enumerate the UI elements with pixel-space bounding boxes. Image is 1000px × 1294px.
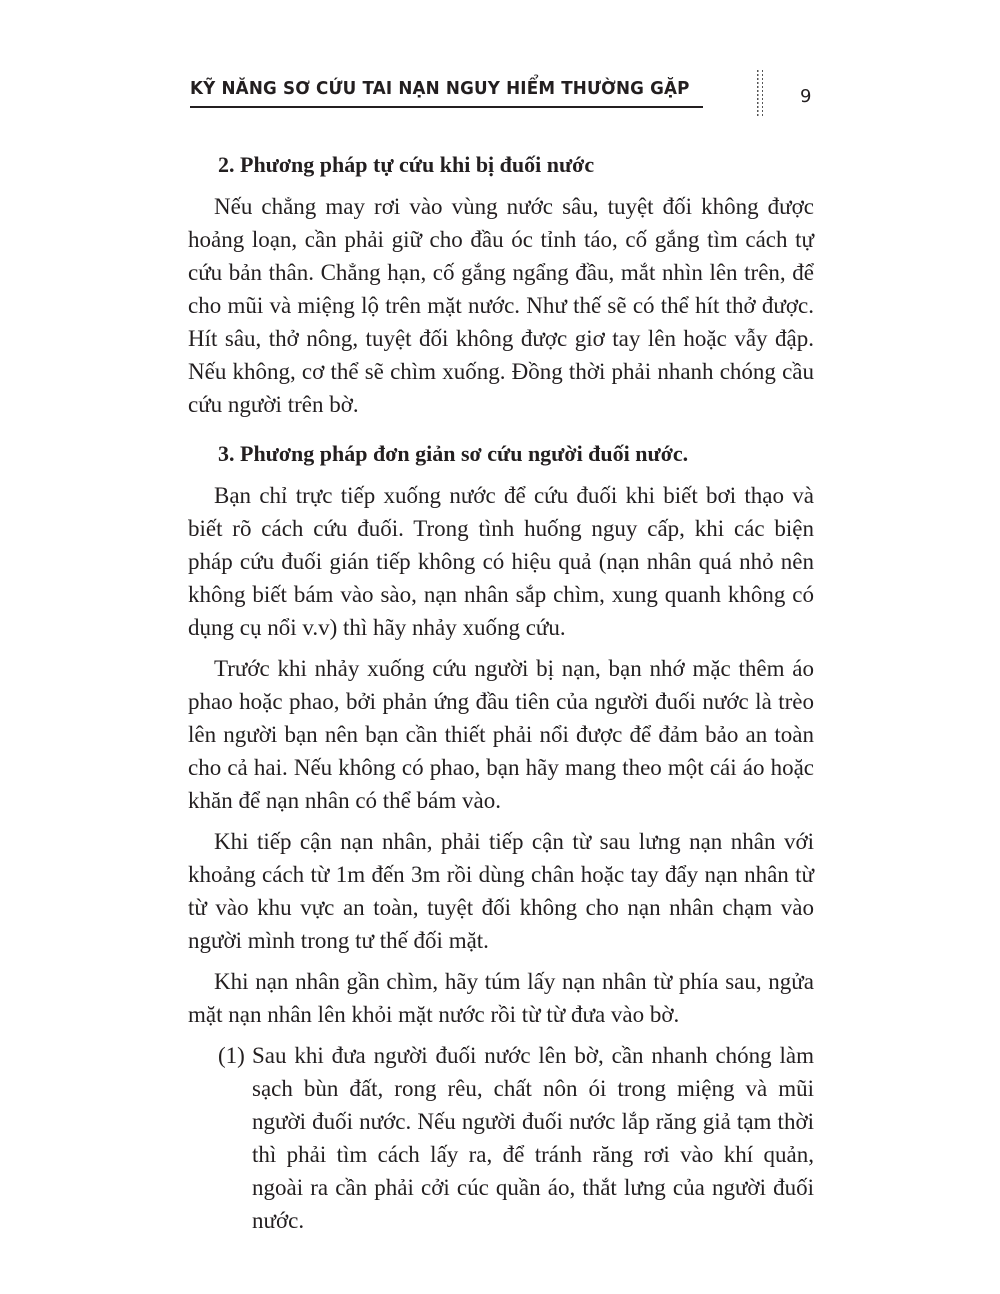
running-header (190, 78, 703, 108)
list-item-text: Sau khi đưa người đuối nước lên bờ, cần nhanh chóng làm sạch bùn đất, rong rêu, chất nôn ói trong miệng và mũi người đuối nước. Nếu người đuối nước lắp răng giả tạm thời thì phải tìm cách lấy ra, để tránh răng rơi vào khí quản, ngoài ra cần phải cởi cúc quần áo, thắt lưng của người đuối nước. (252, 1043, 814, 1233)
list-item-marker: (1) (218, 1043, 245, 1068)
running-title: KỸ NĂNG SƠ CỨU TAI NẠN NGUY HIỂM THƯỜNG GẶP (190, 78, 690, 99)
paragraph-victim-sinking: Khi nạn nhân gần chìm, hãy túm lấy nạn nhân từ phía sau, ngửa mặt nạn nhân lên khỏi mặt nước rồi từ từ đưa vào bờ. (188, 969, 814, 1027)
header-divider (757, 70, 763, 116)
paragraph-direct-rescue: Bạn chỉ trực tiếp xuống nước để cứu đuối khi biết bơi thạo và biết rõ cách cứu đuối. Trong tình huống nguy cấp, khi các biện pháp cứu đuối gián tiếp không có hiệu quả (nạn nhân quá nhỏ nên không biết bám vào sào, nạn nhân sắp chìm, xung quanh không có dụng cụ nổi v.v) thì hãy nhảy xuống cứu. (188, 483, 814, 640)
paragraph-approach-victim: Khi tiếp cận nạn nhân, phải tiếp cận từ sau lưng nạn nhân với khoảng cách từ 1m đến 3m rồi dùng chân hoặc tay đẩy nạn nhân từ từ vào khu vực an toàn, tuyệt đối không cho nạn nhân chạm vào người mình trong tư thế đối mặt. (188, 829, 814, 953)
list-item (218, 1039, 814, 1237)
page-number: 9 (800, 86, 812, 107)
section-heading-self-rescue: 2. Phương pháp tự cứu khi bị đuối nước (218, 152, 595, 177)
paragraph-self-rescue: Nếu chẳng may rơi vào vùng nước sâu, tuyệt đối không được hoảng loạn, cần phải giữ cho đầu óc tỉnh táo, cố gắng tìm cách tự cứu bản thân. Chẳng hạn, cố gắng ngẩng đầu, mắt nhìn lên trên, để cho mũi và miệng lộ trên mặt nước. Như thế sẽ có thể hít thở được. Hít sâu, thở nông, tuyệt đối không được giơ tay lên hoặc vẫy đập. Nếu không, cơ thể sẽ chìm xuống. Đồng thời phải nhanh chóng cầu cứu người trên bờ. (188, 194, 814, 417)
page-body (188, 148, 814, 1237)
section-heading-first-aid: 3. Phương pháp đơn giản sơ cứu người đuối nước. (218, 441, 689, 466)
paragraph-life-jacket: Trước khi nhảy xuống cứu người bị nạn, bạn nhớ mặc thêm áo phao hoặc phao, bởi phản ứng đầu tiên của người đuối nước là trèo lên người bạn nên bạn cần thiết phải nổi được để đảm bảo an toàn cho cả hai. Nếu không có phao, bạn hãy mang theo một cái áo hoặc khăn để nạn nhân có thể bám vào. (188, 656, 814, 813)
